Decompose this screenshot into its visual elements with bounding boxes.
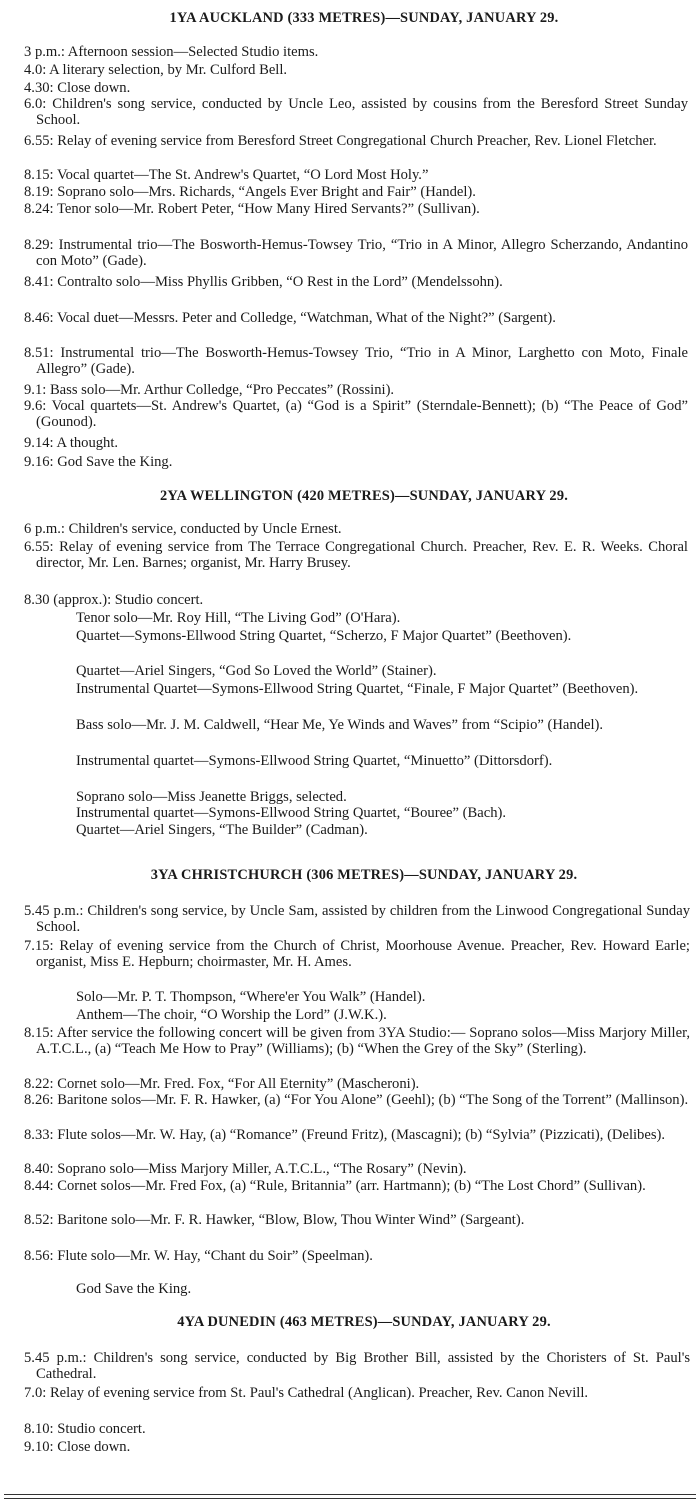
entry-text: Baritone solos—Mr. F. R. Hawker, (a) “For You Alone” (Geehl); (b) “The Song of the Torrent” (Mallinson). <box>57 1092 689 1108</box>
entry-text: Children's song service, conducted by Big Brother Bill, assisted by the Choristers of St. Paul's Cathedral. <box>36 1350 690 1382</box>
entry-text: Quartet—Symons-Ellwood String Quartet, “Scherzo, F Major Quartet” (Beethoven). <box>76 628 572 644</box>
entry-text: Soprano solo—Miss Jeanette Briggs, selected. <box>76 789 347 805</box>
programme-entry <box>24 1386 690 1402</box>
entry-time: 8.26: <box>24 1092 54 1108</box>
programme-entry <box>24 1128 690 1144</box>
programme-entry <box>24 1162 690 1178</box>
entry-text: Quartet—Ariel Singers, “The Builder” (Cadman). <box>76 822 368 838</box>
entry-text: God Save the King. <box>57 454 173 470</box>
programme-entry <box>24 540 688 571</box>
entry-text: A thought. <box>56 435 119 451</box>
entry-text: Relay of evening service from The Terrace Congregational Church. Preacher, Rev. E. R. Weeks. Choral director, Mr. Len. Barnes; organist, Mr. Harry Brusey. <box>36 539 688 571</box>
programme-entry <box>24 168 688 184</box>
programme-entry <box>24 1093 690 1109</box>
programme-entry <box>24 346 688 377</box>
entry-text: After service the following concert will be given from 3YA Studio:— Soprano solos—Miss Marjory Miller, A.T.C.L., (a) “Teach Me How to Pray” (Williams); (b) “When the Grey of the Sky” (Sterling). <box>36 1025 690 1057</box>
entry-text: Baritone solo—Mr. F. R. Hawker, “Blow, Blow, Thou Winter Wind” (Sargeant). <box>57 1212 525 1228</box>
entry-text: (approx.): Studio concert. <box>53 592 204 608</box>
entry-text: Instrumental quartet—Symons-Ellwood String Quartet, “Bouree” (Bach). <box>76 805 507 821</box>
entry-time: 9.16: <box>24 454 54 470</box>
programme-entry <box>76 629 688 645</box>
entry-time: 6.0: <box>24 96 47 112</box>
entry-text: Cornet solo—Mr. Fred. Fox, “For All Eternity” (Mascheroni). <box>57 1076 420 1092</box>
entry-text: Children's song service, conducted by Uncle Leo, assisted by cousins from the Beresford Street Sunday School. <box>36 96 688 128</box>
programme-entry <box>24 81 688 97</box>
entry-text: Children's song service, by Uncle Sam, assisted by children from the Linwood Congregational Sunday School. <box>36 903 690 935</box>
entry-time: 8.46: <box>24 310 54 326</box>
bottom-rule-2 <box>4 1498 696 1499</box>
section-heading: 1YA AUCKLAND (333 METRES)—SUNDAY, JANUARY 29. <box>169 10 559 26</box>
entry-time: 8.19: <box>24 184 54 200</box>
programme-entry <box>76 664 688 680</box>
entry-text: Close down. <box>57 1439 131 1455</box>
entry-text: Bass solo—Mr. Arthur Colledge, “Pro Peccates” (Rossini). <box>49 382 395 398</box>
programme-entry <box>24 399 688 430</box>
programme-entry <box>76 823 688 839</box>
entry-text: A literary selection, by Mr. Culford Bell. <box>49 62 288 78</box>
programme-entry <box>76 790 688 806</box>
programme-entry <box>24 1351 690 1382</box>
entry-text: Cornet solos—Mr. Fred Fox, (a) “Rule, Britannia” (arr. Hartmann); (b) “The Lost Chord” (Sullivan). <box>57 1178 646 1194</box>
programme-entry <box>24 593 688 609</box>
entry-text: Flute solos—Mr. W. Hay, (a) “Romance” (Freund Fritz), (Mascagni); (b) “Sylvia” (Pizzicati), (Delibes). <box>57 1127 666 1143</box>
entry-time: 6.55: <box>24 133 54 149</box>
entry-time: 8.44: <box>24 1178 54 1194</box>
entry-time: 8.33: <box>24 1127 54 1143</box>
entry-time: 9.14: <box>24 435 54 451</box>
entry-time: 8.29: <box>24 237 54 253</box>
programme-entry <box>24 63 688 79</box>
programme-entry <box>24 436 688 452</box>
entry-text: Soprano solo—Mrs. Richards, “Angels Ever Bright and Fair” (Handel). <box>57 184 476 200</box>
entry-time: 8.22: <box>24 1076 54 1092</box>
entry-text: Instrumental trio—The Bosworth-Hemus-Towsey Trio, “Trio in A Minor, Allegro Scherzando, Andantino con Moto” (Gade). <box>36 237 689 269</box>
programme-entry <box>24 383 688 399</box>
programme-entry <box>24 1249 690 1265</box>
entry-time: 9.6: <box>24 398 47 414</box>
entry-text: Vocal quartet—The St. Andrew's Quartet, “O Lord Most Holy.” <box>56 167 429 183</box>
entry-text: Quartet—Ariel Singers, “God So Loved the World” (Stainer). <box>76 663 437 679</box>
entry-time: 8.41: <box>24 274 54 290</box>
entry-text: Close down. <box>57 80 131 96</box>
entry-text: Solo—Mr. P. T. Thompson, “Where'er You Walk” (Handel). <box>76 989 426 1005</box>
programme-entry <box>24 1440 690 1456</box>
programme-entry <box>24 1026 690 1057</box>
entry-text: Studio concert. <box>57 1421 146 1437</box>
entry-time: 8.51: <box>24 345 54 361</box>
programme-entry <box>76 682 688 698</box>
entry-time: 6.55: <box>24 539 54 555</box>
entry-time: 8.52: <box>24 1212 54 1228</box>
entry-text: Children's service, conducted by Uncle Ernest. <box>68 521 342 537</box>
programme-entry <box>24 1179 690 1195</box>
entry-time: 9.10: <box>24 1439 54 1455</box>
entry-time: 3 p.m.: <box>24 44 65 60</box>
entry-text: Soprano solo—Miss Marjory Miller, A.T.C.L., “The Rosary” (Nevin). <box>57 1161 467 1177</box>
programme-entry <box>24 134 688 150</box>
programme-entry <box>24 1213 690 1229</box>
programme-entry <box>76 718 688 734</box>
programme-entry <box>24 311 688 327</box>
programme-entry <box>24 185 688 201</box>
entry-text: Contralto solo—Miss Phyllis Gribben, “O Rest in the Lord” (Mendelssohn). <box>57 274 503 290</box>
entry-time: 8.30 <box>24 592 50 608</box>
programme-entry <box>24 904 690 935</box>
entry-time: 5.45 p.m.: <box>24 1350 87 1366</box>
bottom-rule-1 <box>4 1494 696 1495</box>
entry-time: 4.0: <box>24 62 47 78</box>
entry-text: Anthem—The choir, “O Worship the Lord” (J.W.K.). <box>76 1007 387 1023</box>
entry-time: 8.15: <box>24 1025 54 1041</box>
programme-entry <box>24 275 688 291</box>
entry-time: 8.10: <box>24 1421 54 1437</box>
entry-text: Afternoon session—Selected Studio items. <box>67 44 319 60</box>
programme-entry <box>76 754 688 770</box>
section-heading: 4YA DUNEDIN (463 METRES)—SUNDAY, JANUARY 29. <box>177 1314 551 1330</box>
programme-entry <box>76 1008 690 1024</box>
entry-text: Vocal quartets—St. Andrew's Quartet, (a) “God is a Spirit” (Sterndale-Bennett); (b) “The Peace of God” (Gounod). <box>36 398 688 430</box>
programme-entry <box>76 990 690 1006</box>
programme-entry <box>24 238 688 269</box>
section-heading: 2YA WELLINGTON (420 METRES)—SUNDAY, JANUARY 29. <box>159 488 569 504</box>
entry-text: Bass solo—Mr. J. M. Caldwell, “Hear Me, Ye Winds and Waves” from “Scipio” (Handel). <box>76 717 604 733</box>
programme-entry <box>24 1422 690 1438</box>
programme-entry <box>76 806 688 822</box>
entry-text: Relay of evening service from St. Paul's Cathedral (Anglican). Preacher, Rev. Canon Nevill. <box>49 1385 589 1401</box>
entry-text: Relay of evening service from the Church of Christ, Moorhouse Avenue. Preacher, Rev. Howard Earle; organist, Miss E. Hepburn; choirmaster, Mr. H. Ames. <box>36 938 690 970</box>
entry-time: 8.15: <box>24 167 54 183</box>
entry-text: Instrumental trio—The Bosworth-Hemus-Towsey Trio, “Trio in A Minor, Larghetto con Moto, Finale Allegro” (Gade). <box>36 345 688 377</box>
entry-time: 9.1: <box>24 382 47 398</box>
entry-text: Tenor solo—Mr. Robert Peter, “How Many Hired Servants?” (Sullivan). <box>56 201 480 217</box>
programme-entry <box>24 202 688 218</box>
entry-time: 5.45 p.m.: <box>24 903 84 919</box>
programme-entry <box>24 939 690 970</box>
entry-time: 4.30: <box>24 80 54 96</box>
entry-text: Instrumental quartet—Symons-Ellwood String Quartet, “Minuetto” (Dittorsdorf). <box>76 753 553 769</box>
entry-text: Instrumental Quartet—Symons-Ellwood String Quartet, “Finale, F Major Quartet” (Beethoven). <box>76 681 639 697</box>
programme-entry <box>24 455 688 471</box>
entry-text: Flute solo—Mr. W. Hay, “Chant du Soir” (Speelman). <box>57 1248 373 1264</box>
entry-time: 7.15: <box>24 938 54 954</box>
entry-text: Vocal duet—Messrs. Peter and Colledge, “Watchman, What of the Night?” (Sargent). <box>56 310 556 326</box>
entry-text: Tenor solo—Mr. Roy Hill, “The Living God” (O'Hara). <box>76 610 401 626</box>
entry-time: 7.0: <box>24 1385 47 1401</box>
programme-entry <box>24 45 688 61</box>
entry-time: 6 p.m.: <box>24 521 65 537</box>
programme-entry <box>24 522 688 538</box>
section-heading: 3YA CHRISTCHURCH (306 METRES)—SUNDAY, JANUARY 29. <box>150 867 578 883</box>
entry-text: God Save the King. <box>76 1281 192 1297</box>
entry-text: Relay of evening service from Beresford Street Congregational Church Preacher, Rev. Lionel Fletcher. <box>57 133 657 149</box>
programme-entry <box>24 1077 690 1093</box>
entry-time: 8.24: <box>24 201 54 217</box>
entry-time: 8.40: <box>24 1161 54 1177</box>
programme-entry <box>24 97 688 128</box>
programme-entry <box>76 611 688 627</box>
programme-entry <box>76 1282 690 1298</box>
entry-time: 8.56: <box>24 1248 54 1264</box>
